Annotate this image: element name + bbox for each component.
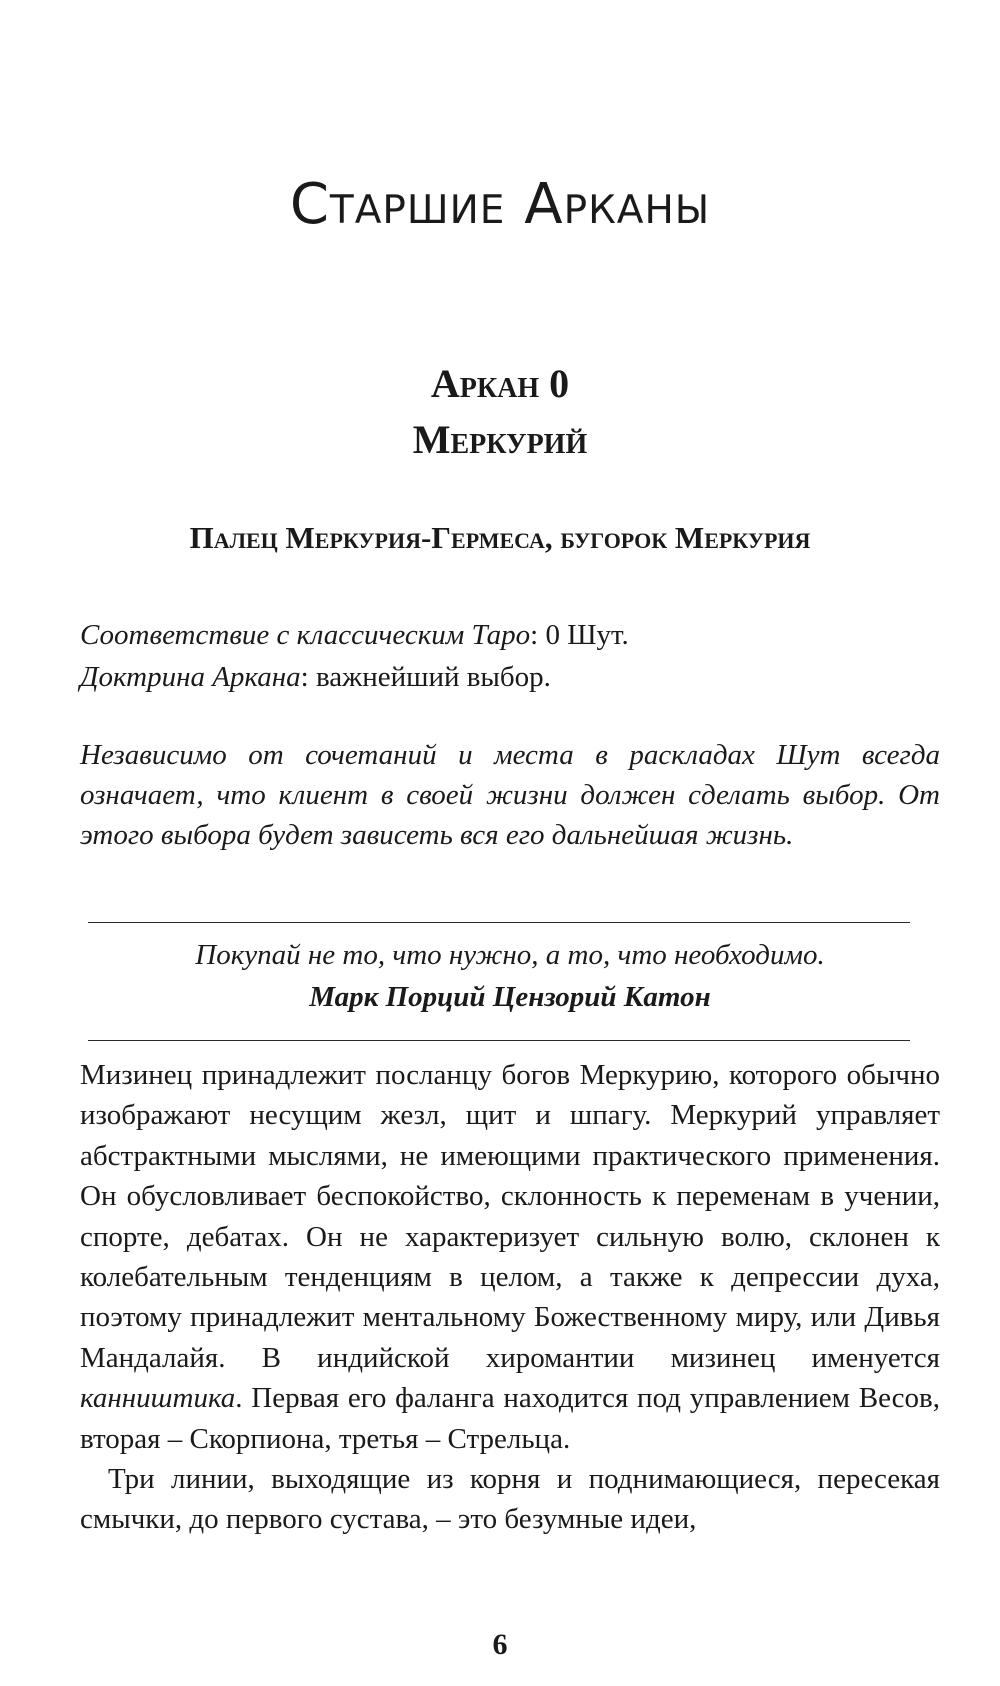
arcana-number: Аркан 0 (430, 361, 570, 406)
body-text (80, 1055, 940, 1540)
body-paragraph (80, 1055, 940, 1459)
epigraph (80, 934, 940, 1018)
sanskrit-term: канништика (80, 1382, 236, 1415)
correspondence-value: : 0 Шут. (530, 619, 629, 651)
body-paragraph: Три линии, выходящие из корня и поднимающиеся, пересекая смычки, до первого сустава, – это безумные идеи, (80, 1463, 940, 1536)
body-paragraph-text-end: . Первая его фаланга находится под управлением Весов, вторая – Скорпиона, третья – Стрельца. (80, 1382, 940, 1455)
doctrine-line (80, 656, 940, 698)
body-paragraph-text: Мизинец принадлежит посланцу богов Меркурию, которого обычно изображают несущим жезл, щит и шпагу. Меркурий управляет абстрактными мыслями, не имеющими практического применения. Он обусловливает беспокойство, склонность к переменам в учении, спорте, дебатах. Он не характеризует сильную волю, склонен к колебательным тенденциям в целом, а также к депрессии духа, поэтому принадлежит ментальному Божественному миру, или Дивья Мандалайя. В индийской хиромантии мизинец именуется (80, 1059, 940, 1374)
arcana-meta (80, 614, 940, 698)
doctrine-value: : важнейший выбор. (300, 661, 551, 693)
page-number: 6 (492, 1628, 508, 1661)
epigraph-top-rule (88, 922, 910, 923)
correspondence-label: Соответствие с классическим Таро (80, 619, 531, 651)
correspondence-line (80, 614, 940, 656)
chapter-subtitle: Палец Меркурия-Гермеса, бугорок Меркурия (189, 520, 811, 555)
arcana-heading (0, 356, 1000, 468)
epigraph-bottom-rule (88, 1040, 910, 1041)
doctrine-label: Доктрина Аркана (80, 661, 301, 693)
epigraph-author: Марк Порций Цензорий Катон (309, 981, 711, 1013)
arcana-name: Меркурий (412, 417, 588, 462)
section-title: Старшие Арканы (289, 172, 711, 237)
epigraph-text: Покупай не то, что нужно, а то, что необходимо. (195, 939, 825, 971)
intro-paragraph: Независимо от сочетаний и места в раскладах Шут всегда означает, что клиент в своей жизни должен сделать выбор. От этого выбора будет зависеть вся его дальнейшая жизнь. (80, 739, 940, 851)
